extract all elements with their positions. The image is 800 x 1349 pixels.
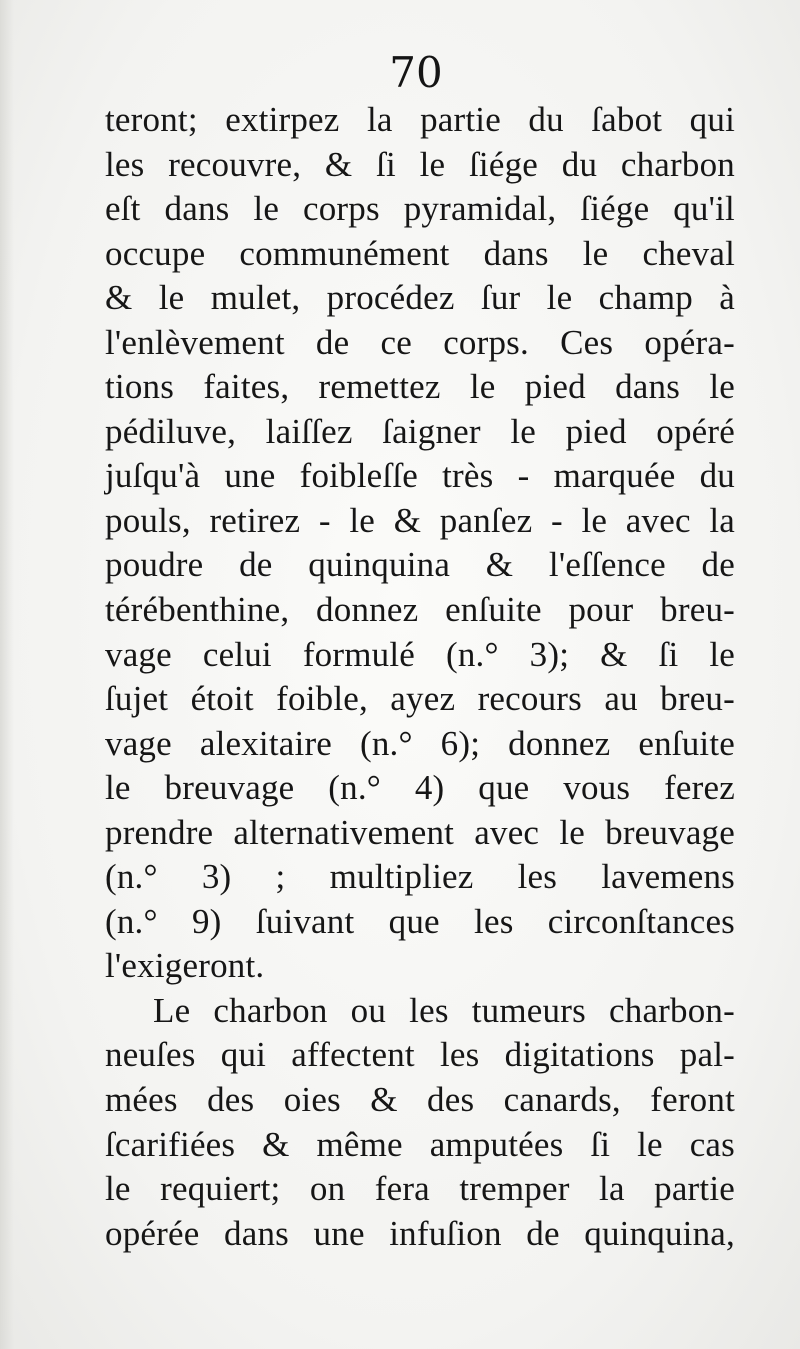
text-line: eſt dans le corps pyramidal, ſiége qu'il (105, 189, 735, 229)
text-line: les recouvre, & ſi le ſiége du charbon (105, 144, 735, 184)
text-line: teront; extirpez la partie du ſabot qui (105, 100, 735, 139)
text-line: poudre de quinquina & l'eſſence de (105, 545, 735, 585)
text-line: ſujet étoit foible, ayez recours au breu- (105, 679, 735, 719)
text-line: (n.° 9) ſuivant que les circonſtances (105, 901, 735, 941)
text-line: vage celui formulé (n.° 3); & ſi le (105, 634, 735, 674)
page-edge-shadow (0, 0, 14, 1349)
text-line: neuſes qui affectent les digitations pal- (105, 1035, 735, 1075)
body-text (105, 98, 735, 1256)
text-line: & le mulet, procédez ſur le champ à (105, 278, 735, 318)
text-line: térébenthine, donnez enſuite pour breu- (105, 590, 735, 630)
text-line: pouls, retirez - le & panſez - le avec la (105, 500, 735, 540)
text-line: le breuvage (n.° 4) que vous ferez (105, 768, 735, 808)
text-line: l'enlèvement de ce corps. Ces opéra- (105, 322, 735, 362)
text-line: opérée dans une infuſion de quinquina, (105, 1213, 735, 1253)
text-line: le requiert; on fera tremper la partie (105, 1169, 735, 1209)
paragraph-1 (105, 98, 735, 989)
text-line: ſcarifiées & même amputées ſi le cas (105, 1124, 735, 1164)
text-line: mées des oies & des canards, feront (105, 1080, 735, 1120)
text-line: occupe communément dans le cheval (105, 233, 735, 273)
text-line: vage alexitaire (n.° 6); donnez enſuite (105, 723, 735, 763)
text-line: pédiluve, laiſſez ſaigner le pied opéré (105, 411, 735, 451)
text-line: (n.° 3) ; multipliez les lavemens (105, 857, 735, 897)
text-line: l'exigeront. (105, 946, 265, 986)
text-line: prendre alternativement avec le breuvage (105, 812, 735, 852)
text-line: juſqu'à une foibleſſe très - marquée du (105, 456, 735, 496)
page-number: 70 (389, 48, 443, 97)
text-line: tions faites, remettez le pied dans le (105, 367, 735, 407)
text-line: Le charbon ou les tumeurs charbon- (153, 990, 735, 1030)
paragraph-2 (105, 989, 735, 1256)
